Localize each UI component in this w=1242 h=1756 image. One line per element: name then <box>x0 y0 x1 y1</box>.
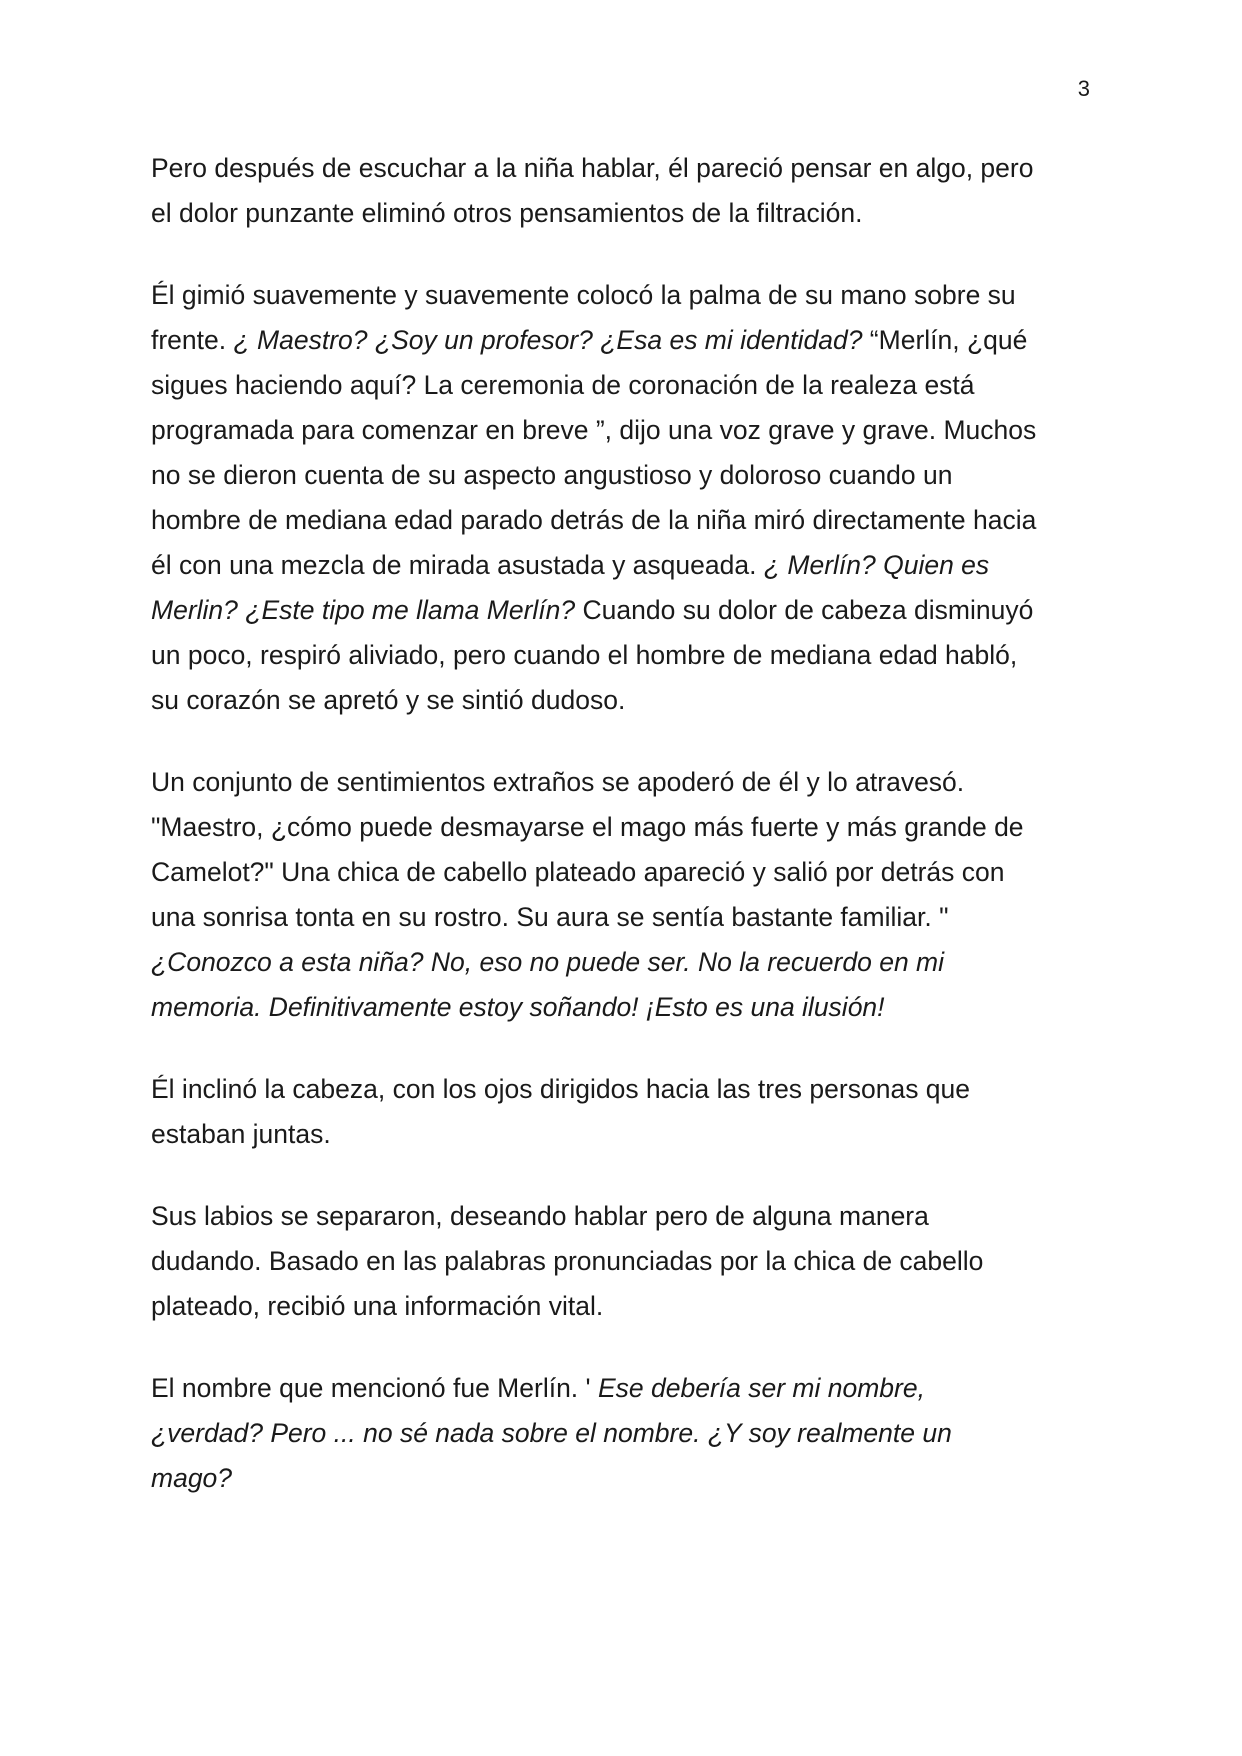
text-segment: Camelot?" Una chica de cabello plateado apareció y salió por detrás con <box>151 857 1005 887</box>
page-number: 3 <box>1077 76 1090 101</box>
italic-text: ¿verdad? Pero ... no sé nada sobre el nombre. ¿Y soy realmente un <box>151 1418 952 1448</box>
text-segment: Pero después de escuchar a la niña hablar, él pareció pensar en algo, pero <box>151 153 1034 183</box>
text-segment: Él gimió suavemente y suavemente colocó la palma de su mano sobre su <box>151 280 1016 310</box>
italic-text: Merlin? ¿Este tipo me llama Merlín? <box>151 595 576 625</box>
text-line <box>151 1239 1101 1284</box>
italic-text: mago? <box>151 1463 233 1493</box>
text-segment: sigues haciendo aquí? La ceremonia de coronación de la realeza está <box>151 370 975 400</box>
document-body <box>151 146 1101 1538</box>
text-segment: programada para comenzar en breve ”, dijo una voz grave y grave. Muchos <box>151 415 1037 445</box>
text-line <box>151 588 1101 633</box>
text-line <box>151 1366 1101 1411</box>
paragraph <box>151 1194 1101 1329</box>
italic-text: memoria. Definitivamente estoy soñando! ¡Esto es una ilusión! <box>151 992 885 1022</box>
text-segment: hombre de mediana edad parado detrás de la niña miró directamente hacia <box>151 505 1037 535</box>
text-line <box>151 1112 1101 1157</box>
text-line <box>151 1194 1101 1239</box>
italic-text: ¿Conozco a esta niña? No, eso no puede ser. No la recuerdo en mi <box>151 947 945 977</box>
text-line <box>151 453 1101 498</box>
text-segment: “Merlín, ¿qué <box>862 325 1028 355</box>
text-line <box>151 408 1101 453</box>
text-line <box>151 895 1101 940</box>
text-segment: una sonrisa tonta en su rostro. Su aura se sentía bastante familiar. " <box>151 902 949 932</box>
italic-text: ¿ Maestro? ¿Soy un profesor? ¿Esa es mi identidad? <box>233 325 863 355</box>
text-line <box>151 363 1101 408</box>
text-line <box>151 1456 1101 1501</box>
text-line <box>151 678 1101 723</box>
text-segment: un poco, respiró aliviado, pero cuando el hombre de mediana edad habló, <box>151 640 1018 670</box>
text-segment: Sus labios se separaron, deseando hablar pero de alguna manera <box>151 1201 929 1231</box>
text-line <box>151 850 1101 895</box>
paragraph <box>151 146 1101 236</box>
text-line <box>151 146 1101 191</box>
text-segment: estaban juntas. <box>151 1119 331 1149</box>
text-line <box>151 1284 1101 1329</box>
text-segment: plateado, recibió una información vital. <box>151 1291 604 1321</box>
text-line <box>151 1067 1101 1112</box>
text-segment: Cuando su dolor de cabeza disminuyó <box>575 595 1034 625</box>
text-segment: él con una mezcla de mirada asustada y asqueada. <box>151 550 764 580</box>
text-segment: Un conjunto de sentimientos extraños se apoderó de él y lo atravesó. <box>151 767 965 797</box>
text-segment: su corazón se apretó y se sintió dudoso. <box>151 685 626 715</box>
italic-text: ¿ Merlín? Quien es <box>763 550 990 580</box>
text-line <box>151 985 1101 1030</box>
text-segment: El nombre que mencionó fue Merlín. ' <box>151 1373 598 1403</box>
text-segment: no se dieron cuenta de su aspecto angustioso y doloroso cuando un <box>151 460 953 490</box>
text-segment: frente. <box>151 325 234 355</box>
paragraph <box>151 760 1101 1030</box>
text-line <box>151 498 1101 543</box>
text-line <box>151 191 1101 236</box>
text-segment: Él inclinó la cabeza, con los ojos dirigidos hacia las tres personas que <box>151 1074 971 1104</box>
paragraph <box>151 273 1101 723</box>
text-line <box>151 940 1101 985</box>
text-segment: el dolor punzante eliminó otros pensamientos de la filtración. <box>151 198 863 228</box>
text-line <box>151 1411 1101 1456</box>
text-line <box>151 760 1101 805</box>
text-segment: "Maestro, ¿cómo puede desmayarse el mago más fuerte y más grande de <box>151 812 1024 842</box>
text-line <box>151 543 1101 588</box>
italic-text: Ese debería ser mi nombre, <box>597 1373 925 1403</box>
text-line <box>151 273 1101 318</box>
paragraph <box>151 1366 1101 1501</box>
text-line <box>151 633 1101 678</box>
text-segment: dudando. Basado en las palabras pronunciadas por la chica de cabello <box>151 1246 984 1276</box>
text-line <box>151 318 1101 363</box>
text-line <box>151 805 1101 850</box>
paragraph <box>151 1067 1101 1157</box>
